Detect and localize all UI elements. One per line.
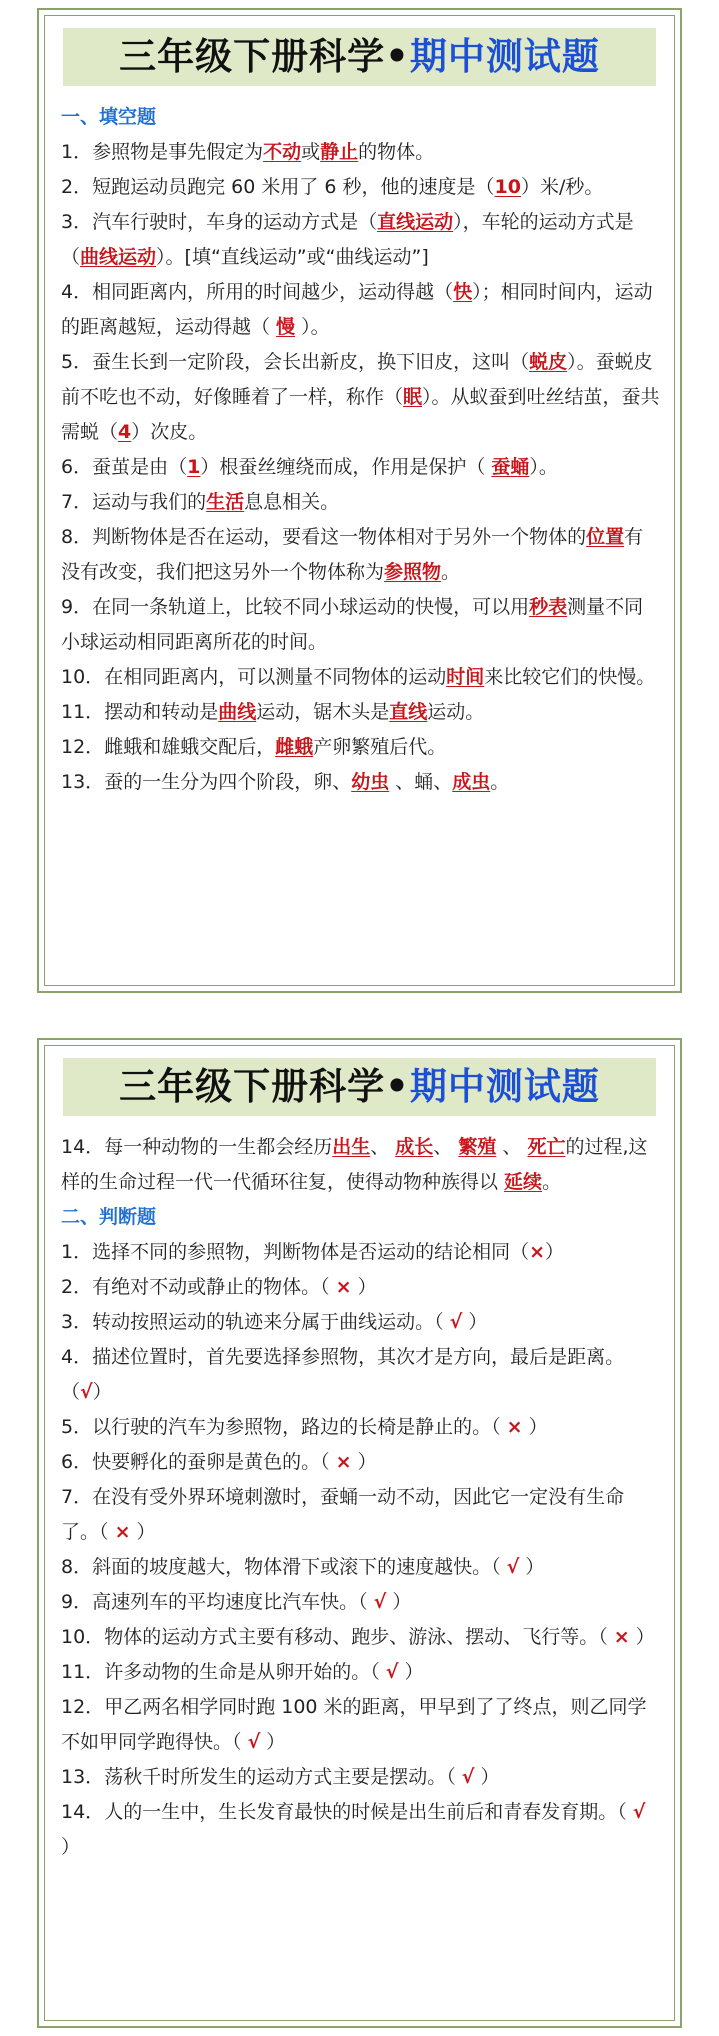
question-text: 有绝对不动或静止的物体。 [92,1276,321,1298]
fill-question [61,345,660,450]
answer-text: 繁殖 [458,1136,497,1158]
fill-question [61,485,660,520]
judge-question [61,1445,660,1480]
question-text: 运动与我们的 [92,491,207,513]
bracket-open: （ [320,1276,336,1298]
bracket-close: ） [462,1311,488,1333]
worksheet-page-2 [37,1038,682,2028]
judge-question [61,1620,660,1655]
question-number: 2． [61,1276,93,1298]
answer-text: 成虫 [452,771,491,793]
question-number: 5． [61,1416,93,1438]
judge-question [61,1410,660,1445]
judge-question [61,1690,660,1760]
question-text: ）。 [295,316,330,338]
judge-question [61,1305,660,1340]
answer-text: 不动 [263,141,302,163]
question-number: 6． [61,1451,93,1473]
question-number: 11． [61,701,105,723]
bracket-open: （ [61,1381,81,1403]
question-text: 汽车行驶时，车身的运动方式是（ [92,211,378,233]
bracket-close: ） [545,1241,565,1263]
question-text: 测量不同小球运动相同距离所花的时间。 [61,596,644,653]
title-exam: 期中测试题 [409,35,600,78]
question-number: 13． [61,1766,105,1788]
bracket-close: ） [61,1836,81,1858]
answer-mark: √ [506,1556,520,1578]
question-text: 蚕茧是由（ [92,456,188,478]
answer-mark: × [335,1276,352,1298]
question-number: 11． [61,1661,105,1683]
bracket-open: （ [510,1241,530,1263]
question-text: 息息相关。 [244,491,340,513]
bracket-open: （ [598,1626,614,1648]
answer-text: 慢 [276,316,296,338]
fill-question [61,1130,660,1200]
question-text: 的物体。 [358,141,435,163]
fill-question [61,275,660,345]
page-2-content [61,1130,660,1865]
question-text: 产卵繁殖后代。 [313,736,447,758]
question-text: 快要孵化的蚕卵是黄色的。 [92,1451,321,1473]
bracket-close: ） [522,1416,548,1438]
question-text: 、蛹、 [389,771,453,793]
judge-question [61,1550,660,1585]
question-text: 运动。 [427,701,485,723]
fill-question [61,590,660,660]
question-text: ），车轮的运动方式是（ [61,211,634,268]
answer-mark: × [114,1521,131,1543]
bracket-open: （ [370,1661,386,1683]
question-text: 许多动物的生命是从卵开始的。 [104,1661,371,1683]
question-text: 在同一条轨道上，比较不同小球运动的快慢，可以用 [92,596,530,618]
fill-question [61,135,660,170]
question-text: 、 [433,1136,459,1158]
question-text: 雌蛾和雄蛾交配后， [104,736,276,758]
bracket-close: ） [351,1276,377,1298]
answer-text: 10 [494,176,521,198]
question-number: 8． [61,526,93,548]
answer-mark: √ [373,1591,387,1613]
judge-questions [61,1235,660,1865]
question-text: 选择不同的参照物，判断物体是否运动的结论相同 [92,1241,511,1263]
question-text: ）。从蚁蚕到吐丝结茧，蚕共需蜕（ [61,386,660,443]
question-text: 在没有受外界环境刺激时，蚕蛹一动不动，因此它一定没有生命了。 [61,1486,625,1543]
question-text: 、 [370,1136,396,1158]
answer-mark: × [529,1241,546,1263]
judge-question [61,1235,660,1270]
question-number: 4． [61,281,93,303]
question-text: 、 [496,1136,528,1158]
page-title [63,28,656,86]
question-number: 2． [61,176,93,198]
question-number: 6． [61,456,93,478]
answer-text: 4 [118,421,132,443]
fill-questions-continued [61,1130,660,1200]
fill-question [61,205,660,275]
bracket-close: ） [351,1451,377,1473]
page-title-2 [63,1058,656,1116]
question-text: 甲乙两名相学同时跑 100 米的距离，甲早到了了终点，则乙同学不如甲同学跑得快。 [61,1696,647,1753]
question-text: 有没有改变，我们把这另外一个物体称为 [61,526,644,583]
judge-question [61,1480,660,1550]
fill-question [61,730,660,765]
title-exam: 期中测试题 [409,1065,600,1108]
question-text: ）次皮。 [131,421,208,443]
question-number: 1． [61,1241,93,1263]
answer-text: 生活 [206,491,245,513]
question-number: 3． [61,211,93,233]
answer-mark: √ [80,1381,93,1403]
fill-question [61,660,660,695]
answer-text: 直线运动 [377,211,454,233]
question-text: 以行驶的汽车为参照物，路边的长椅是静止的。 [92,1416,492,1438]
question-number: 5． [61,351,93,373]
judge-question [61,1585,660,1620]
answer-text: 雌蛾 [275,736,314,758]
bracket-open: （ [99,1521,115,1543]
question-text: 相同距离内，所用的时间越少，运动得越（ [92,281,454,303]
question-number: 13． [61,771,105,793]
answer-text: 出生 [332,1136,371,1158]
question-text: ）。[填“直线运动”或“曲线运动”] [156,246,429,268]
answer-text: 参照物 [384,561,442,583]
answer-text: 秒表 [529,596,568,618]
question-text: 蚕生长到一定阶段，会长出新皮，换下旧皮，这叫（ [92,351,530,373]
bracket-close: ） [130,1521,156,1543]
question-text: 在相同距离内，可以测量不同物体的运动 [104,666,447,688]
question-text: ）。 [529,456,558,478]
bracket-open: （ [446,1766,462,1788]
question-number: 3． [61,1311,93,1333]
bracket-close: ） [260,1731,286,1753]
fill-question [61,695,660,730]
bracket-close: ） [92,1381,112,1403]
answer-text: 延续 [504,1171,543,1193]
answer-text: 曲线运动 [80,246,157,268]
answer-mark: √ [449,1311,463,1333]
answer-text: 幼虫 [351,771,390,793]
question-text: 转动按照运动的轨迹来分属于曲线运动。 [92,1311,435,1333]
bracket-close: ） [474,1766,500,1788]
question-number: 10． [61,666,105,688]
fill-question [61,765,660,800]
question-number: 8． [61,1556,93,1578]
answer-text: 蜕皮 [529,351,568,373]
judge-question [61,1270,660,1305]
answer-text: 蚕蛹 [491,456,530,478]
answer-text: 位置 [586,526,625,548]
question-text: 运动，锯木头是 [256,701,390,723]
question-number: 9． [61,1591,93,1613]
answer-mark: √ [247,1731,261,1753]
question-text: 人的一生中，生长发育最快的时候是出生前后和青春发育期。 [104,1801,618,1823]
question-number: 7． [61,1486,93,1508]
question-text: 参照物是事先假定为 [92,141,264,163]
fill-question [61,170,660,205]
question-text: ）米/秒。 [520,176,604,198]
bracket-open: （ [491,1416,507,1438]
question-text: 。 [542,1171,562,1193]
question-text: 的过程,这样的生命过程一代一代循环往复，使得动物种族得以 [61,1136,648,1193]
question-text: ）根蚕丝缠绕而成，作用是保护（ [200,456,492,478]
question-text: 来比较它们的快慢。 [484,666,656,688]
question-text: 。 [441,561,461,583]
answer-text: 直线 [389,701,428,723]
question-text: 荡秋千时所发生的运动方式主要是摆动。 [104,1766,447,1788]
bracket-open: （ [434,1311,450,1333]
answer-mark: × [506,1416,523,1438]
question-text: 每一种动物的一生都会经历 [104,1136,333,1158]
question-number: 4． [61,1346,93,1368]
question-number: 14． [61,1801,105,1823]
answer-mark: √ [385,1661,399,1683]
bracket-open: （ [358,1591,374,1613]
question-text: 摆动和转动是 [104,701,219,723]
question-number: 9． [61,596,93,618]
fill-question [61,450,660,485]
judge-question [61,1340,660,1410]
fill-questions [61,135,660,800]
question-number: 7． [61,491,93,513]
question-text: 判断物体是否在运动，要看这一物体相对于另外一个物体的 [92,526,587,548]
question-text: 物体的运动方式主要有移动、跑步、游泳、摆动、飞行等。 [104,1626,599,1648]
answer-text: 死亡 [527,1136,566,1158]
page-1-content [61,100,660,800]
bracket-close: ） [386,1591,412,1613]
judge-question [61,1795,660,1865]
question-number: 12． [61,736,105,758]
bracket-close: ） [398,1661,424,1683]
question-number: 1． [61,141,93,163]
judge-question [61,1760,660,1795]
fill-question [61,520,660,590]
question-number: 12． [61,1696,105,1718]
question-text: 。 [490,771,510,793]
bracket-close: ） [519,1556,545,1578]
bracket-open: （ [617,1801,633,1823]
answer-mark: × [335,1451,352,1473]
question-text: 斜面的坡度越大，物体滑下或滚下的速度越快。 [92,1556,492,1578]
question-text: 短跑运动员跑完 60 米用了 6 秒，他的速度是（ [92,176,495,198]
question-text: 蚕的一生分为四个阶段，卵、 [104,771,352,793]
answer-text: 1 [187,456,201,478]
question-text: 描述位置时，首先要选择参照物，其次才是方向，最后是距离。 [92,1346,625,1368]
bracket-open: （ [232,1731,248,1753]
section-heading-fill: 一、填空题 [61,106,157,128]
title-subject: 三年级下册科学• [119,1065,410,1108]
answer-mark: × [613,1626,630,1648]
question-text: ）；相同时间内，运动的距离越短，运动得越（ [61,281,653,338]
answer-text: 时间 [446,666,485,688]
bracket-open: （ [491,1556,507,1578]
answer-text: 眠 [403,386,423,408]
worksheet-page-1 [37,8,682,993]
bracket-open: （ [320,1451,336,1473]
answer-text: 成长 [395,1136,434,1158]
answer-text: 曲线 [218,701,257,723]
answer-mark: √ [461,1766,475,1788]
title-subject: 三年级下册科学• [119,35,410,78]
answer-text: 快 [453,281,473,303]
answer-mark: √ [632,1801,646,1823]
question-text: ）。蚕蜕皮前不吃也不动，好像睡着了一样，称作（ [61,351,653,408]
question-number: 10． [61,1626,105,1648]
bracket-close: ） [629,1626,655,1648]
section-heading-judge: 二、判断题 [61,1206,157,1228]
question-text: 或 [301,141,321,163]
judge-question [61,1655,660,1690]
answer-text: 静止 [320,141,359,163]
question-text: 高速列车的平均速度比汽车快。 [92,1591,359,1613]
question-number: 14． [61,1136,105,1158]
